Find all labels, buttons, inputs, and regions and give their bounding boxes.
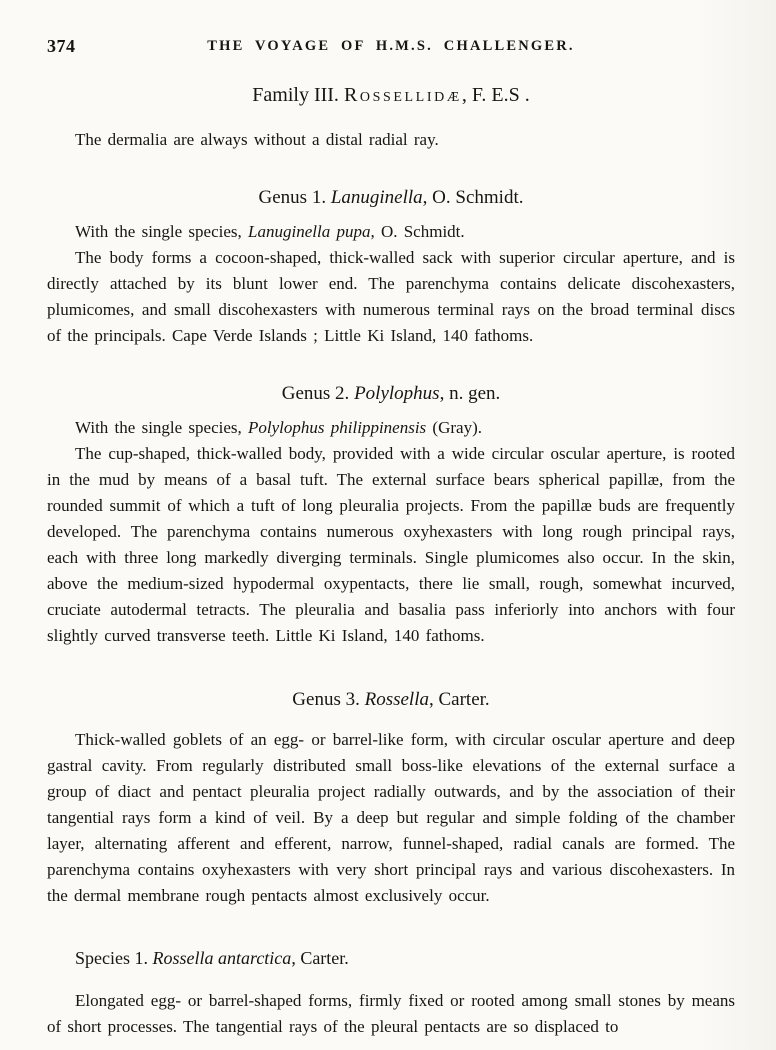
family-heading-run-0: Family III.	[252, 84, 344, 106]
page-number: 374	[47, 36, 76, 56]
genus-3-heading-run-2: , Carter.	[429, 689, 490, 710]
species-1-description-paragraph-run-0: Elongated egg- or barrel-shaped forms, firmly fixed or rooted among small stones by means of short processes. The tangential rays of the pleural pentacts are so displaced to	[47, 991, 735, 1036]
genus-2-species-line-run-2: (Gray).	[426, 418, 482, 437]
genus-1-species-line-run-1: Lanuginella pupa	[248, 222, 371, 241]
genus-2-description-paragraph	[47, 441, 735, 649]
species-1-heading-run-2: , Carter.	[291, 948, 349, 968]
genus-3-description-paragraph-run-0: Thick-walled goblets of an egg- or barrel-like form, with circular oscular aperture and deep gastral cavity. From regularly distributed small boss-like elevations of the external surface a group of diact and pentact pleuralia project radially outwards, and by the association of their tangential rays form a kind of veil. By a deep but regular and simple folding of the chamber layer, alternating afferent and efferent, narrow, funnel-shaped, radial canals are formed. The parenchyma contains oxyhexasters with very short principal rays and various discohexasters. In the dermal membrane rough pentacts almost exclusively occur.	[47, 730, 735, 905]
genus-1-description-paragraph-run-0: The body forms a cocoon-shaped, thick-walled sack with superior circular aperture, and is directly attached by its blunt lower end. The parenchyma contains delicate discohexasters, plumicomes, and small discohexasters with numerous terminal rays on the broad terminal discs of the principals. Cape Verde Islands ; Little Ki Island, 140 fathoms.	[47, 248, 735, 345]
family-heading	[47, 84, 735, 107]
species-1-heading-run-0: Species 1.	[75, 948, 153, 968]
genus-1-heading-run-1: Lanuginella	[330, 187, 423, 208]
genus-2-species-line-run-1: Polylophus philippinensis	[248, 418, 427, 437]
family-diagnosis-paragraph-run-0: The dermalia are always without a distal radial ray.	[75, 130, 439, 149]
genus-2-description-paragraph-run-0: The cup-shaped, thick-walled body, provided with a wide circular oscular aperture, is rooted in the mud by means of a basal tuft. The external surface bears spherical papillæ, from the rounded summit of which a tuft of long pleuralia projects. From the papillæ buds are frequently developed. The parenchyma contains numerous oxyhexasters with long rough principal rays, each with three long markedly diverging terminals. Single plumicomes also occur. In the skin, above the medium-sized hypodermal oxypentacts, there lie small, rough, somewhat incurved, cruciate autodermal tetracts. The pleuralia and basalia pass inferiorly into anchors with four slightly curved transverse teeth. Little Ki Island, 140 fathoms.	[47, 444, 735, 645]
running-title: THE VOYAGE OF H.M.S. CHALLENGER.	[207, 38, 575, 54]
genus-2-heading	[47, 383, 735, 405]
page-body	[47, 84, 735, 1040]
family-diagnosis-paragraph	[47, 127, 735, 153]
family-heading-run-1: Rossellidæ	[343, 84, 462, 106]
family-heading-run-2: , F. E.S .	[461, 84, 530, 106]
genus-1-species-line	[47, 219, 735, 245]
genus-2-heading-run-0: Genus 2.	[281, 383, 355, 404]
species-1-heading	[47, 947, 735, 970]
species-1-heading-run-1: Rossella antarctica	[152, 948, 292, 968]
genus-2-species-line	[47, 415, 735, 441]
genus-1-species-line-run-0: With the single species,	[75, 222, 249, 241]
genus-2-heading-run-1: Polylophus	[354, 383, 440, 404]
genus-2-species-line-run-0: With the single species,	[75, 418, 249, 437]
genus-1-heading-run-2: , O. Schmidt.	[422, 187, 524, 208]
genus-3-description-paragraph	[47, 727, 735, 909]
genus-1-heading-run-0: Genus 1.	[258, 187, 331, 208]
genus-2-heading-run-2: , n. gen.	[439, 383, 501, 404]
genus-1-heading	[47, 187, 735, 209]
genus-1-species-line-run-2: , O. Schmidt.	[370, 222, 465, 241]
genus-3-heading-run-1: Rossella	[364, 689, 429, 710]
running-header	[47, 36, 735, 60]
species-1-description-paragraph	[47, 988, 735, 1040]
genus-3-heading-run-0: Genus 3.	[292, 689, 365, 710]
genus-1-description-paragraph	[47, 245, 735, 349]
genus-3-heading	[47, 689, 735, 711]
